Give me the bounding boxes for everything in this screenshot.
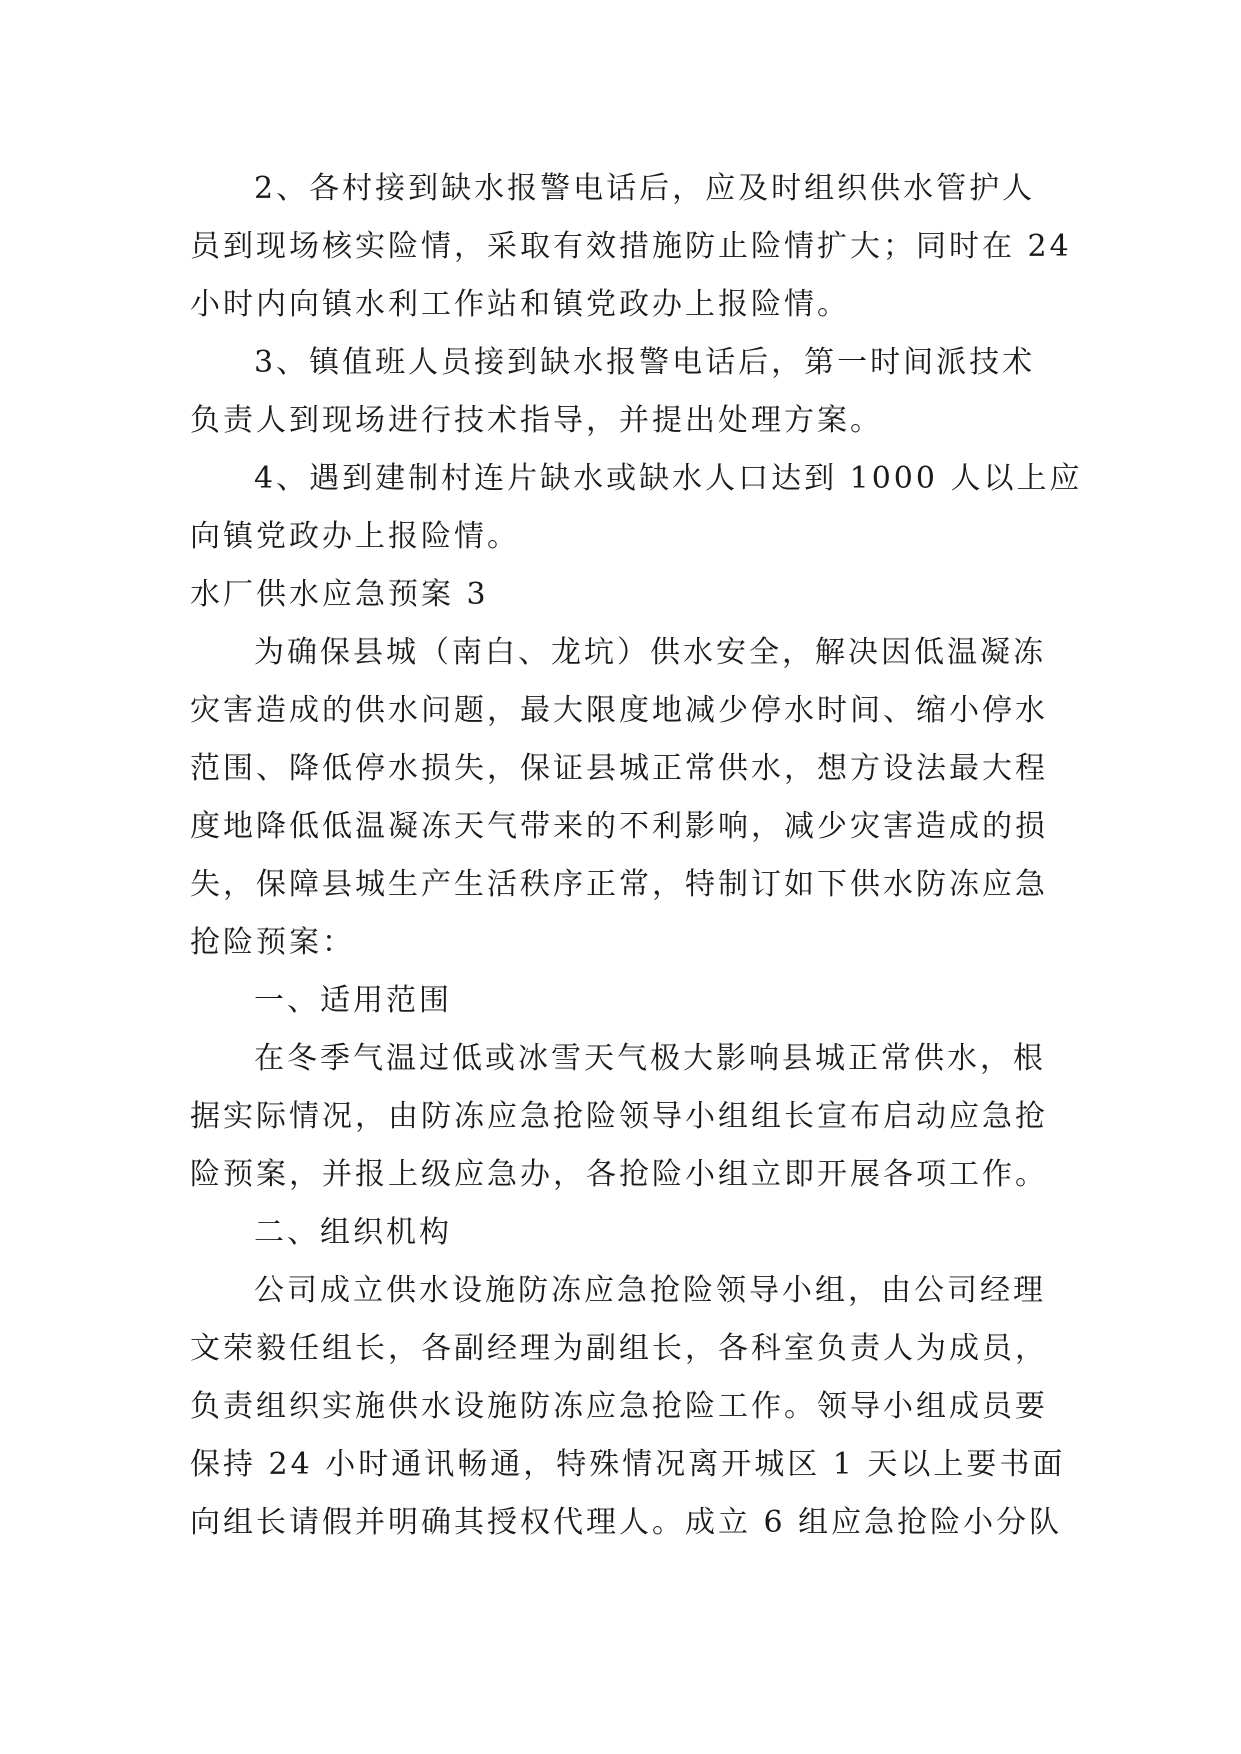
paragraph-line: 度地降低低温凝冻天气带来的不利影响，减少灾害造成的损: [190, 809, 1048, 844]
paragraph-line: 文荣毅任组长，各副经理为副组长，各科室负责人为成员，: [190, 1331, 1048, 1366]
subsection-heading: 一、适用范围: [254, 983, 452, 1018]
subsection-heading: 二、组织机构: [254, 1215, 452, 1250]
paragraph-line: 在冬季气温过低或冰雪天气极大影响县城正常供水，根: [254, 1041, 1046, 1076]
paragraph-line: 3、镇值班人员接到缺水报警电话后，第一时间派技术: [254, 345, 1036, 380]
paragraph-line: 抢险预案：: [190, 925, 355, 960]
paragraph-line: 员到现场核实险情，采取有效措施防止险情扩大；同时在 24: [190, 229, 1072, 264]
paragraph-line: 公司成立供水设施防冻应急抢险领导小组，由公司经理: [254, 1273, 1046, 1308]
paragraph-line: 向镇党政办上报险情。: [190, 519, 520, 554]
paragraph-line: 险预案，并报上级应急办，各抢险小组立即开展各项工作。: [190, 1157, 1048, 1192]
document-body: [190, 160, 1083, 1552]
paragraph-line: 保持 24 小时通讯畅通，特殊情况离开城区 1 天以上要书面: [190, 1447, 1066, 1482]
paragraph-line: 据实际情况，由防冻应急抢险领导小组组长宣布启动应急抢: [190, 1099, 1048, 1134]
paragraph-line: 灾害造成的供水问题，最大限度地减少停水时间、缩小停水: [190, 693, 1048, 728]
paragraph-line: 4、遇到建制村连片缺水或缺水人口达到 1000 人以上应: [254, 461, 1083, 496]
paragraph-line: 范围、降低停水损失，保证县城正常供水，想方设法最大程: [190, 751, 1048, 786]
paragraph-line: 小时内向镇水利工作站和镇党政办上报险情。: [190, 287, 850, 322]
paragraph-line: 失，保障县城生产生活秩序正常，特制订如下供水防冻应急: [190, 867, 1048, 902]
paragraph-line: 为确保县城（南白、龙坑）供水安全，解决因低温凝冻: [254, 635, 1046, 670]
paragraph-line: 2、各村接到缺水报警电话后，应及时组织供水管护人: [254, 171, 1036, 206]
paragraph-line: 负责组织实施供水设施防冻应急抢险工作。领导小组成员要: [190, 1389, 1048, 1424]
section-heading: 水厂供水应急预案 3: [190, 577, 489, 612]
paragraph-line: 负责人到现场进行技术指导，并提出处理方案。: [190, 403, 883, 438]
paragraph-line: 向组长请假并明确其授权代理人。成立 6 组应急抢险小分队: [190, 1505, 1063, 1540]
